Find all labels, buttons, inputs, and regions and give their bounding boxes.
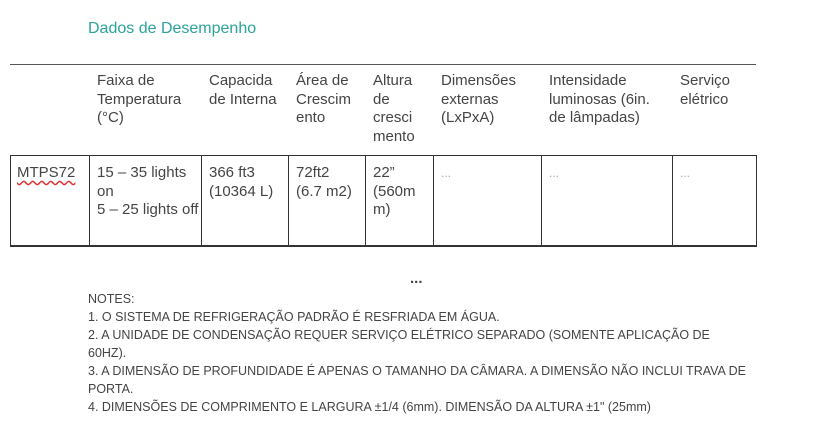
header-electric: Serviço elétrico bbox=[680, 72, 731, 108]
cell-capacity bbox=[209, 164, 287, 201]
note-item: 3. A DIMENSÃO DE PROFUNDIDADE É APENAS O TAMANHO DA CÂMARA. A DIMENSÃO NÃO INCLUI TRAVA DE PORTA. bbox=[88, 364, 747, 396]
table-row bbox=[10, 155, 757, 247]
cell-area bbox=[296, 164, 364, 201]
column-divider bbox=[89, 156, 90, 245]
note-item: 2. A UNIDADE DE CONDENSAÇÃO REQUER SERVIÇO ELÉTRICO SEPARADO (SOMENTE APLICAÇÃO DE 60HZ). bbox=[88, 328, 710, 360]
column-divider bbox=[288, 156, 289, 245]
cell-temperature bbox=[97, 164, 199, 220]
cell-electric: ... bbox=[680, 166, 691, 180]
page-title: Dados de Desempenho bbox=[88, 20, 257, 37]
header-dimensions: Dimensões externas (LxPxA) bbox=[441, 72, 517, 126]
header-capacity: Capacida de Interna bbox=[209, 72, 277, 108]
area-m2: (6.7 m2) bbox=[296, 182, 352, 200]
column-divider bbox=[201, 156, 202, 245]
notes-section bbox=[88, 290, 748, 416]
column-divider bbox=[672, 156, 673, 245]
temp-lights-off: 5 – 25 lights off bbox=[97, 201, 199, 218]
area-ft2: 72ft2 bbox=[296, 164, 330, 181]
cell-height bbox=[373, 164, 427, 220]
header-area: Área de Crescim ento bbox=[296, 72, 351, 126]
cell-intensity: ... bbox=[549, 166, 560, 180]
column-divider bbox=[433, 156, 434, 245]
capacity-ft3: 366 ft3 bbox=[209, 164, 255, 181]
column-divider bbox=[365, 156, 366, 245]
cell-dimensions: ... bbox=[441, 166, 452, 180]
header-temperature: Faixa de Temperatura (°C) bbox=[97, 72, 182, 126]
notes-heading: NOTES: bbox=[88, 292, 135, 306]
height-mm: (560m m) bbox=[373, 182, 416, 218]
table-top-rule bbox=[10, 64, 756, 65]
cell-model: MTPS72 bbox=[17, 164, 76, 181]
note-item: 1. O SISTEMA DE REFRIGERAÇÃO PADRÃO É RESFRIADA EM ÁGUA. bbox=[88, 310, 500, 324]
height-inches: 22” bbox=[373, 164, 395, 181]
capacity-liters: (10364 L) bbox=[209, 182, 274, 200]
note-item: 4. DIMENSÕES DE COMPRIMENTO E LARGURA ±1/4 (6mm). DIMENSÃO DA ALTURA ±1" (25mm) bbox=[88, 400, 651, 414]
continuation-ellipsis: ... bbox=[410, 270, 423, 287]
header-intensity: Intensidade luminosas (6in. de lâmpadas) bbox=[549, 72, 650, 126]
temp-lights-on: 15 – 35 lights on bbox=[97, 164, 187, 200]
header-height: Altura de cresci mento bbox=[373, 72, 415, 145]
column-divider bbox=[541, 156, 542, 245]
